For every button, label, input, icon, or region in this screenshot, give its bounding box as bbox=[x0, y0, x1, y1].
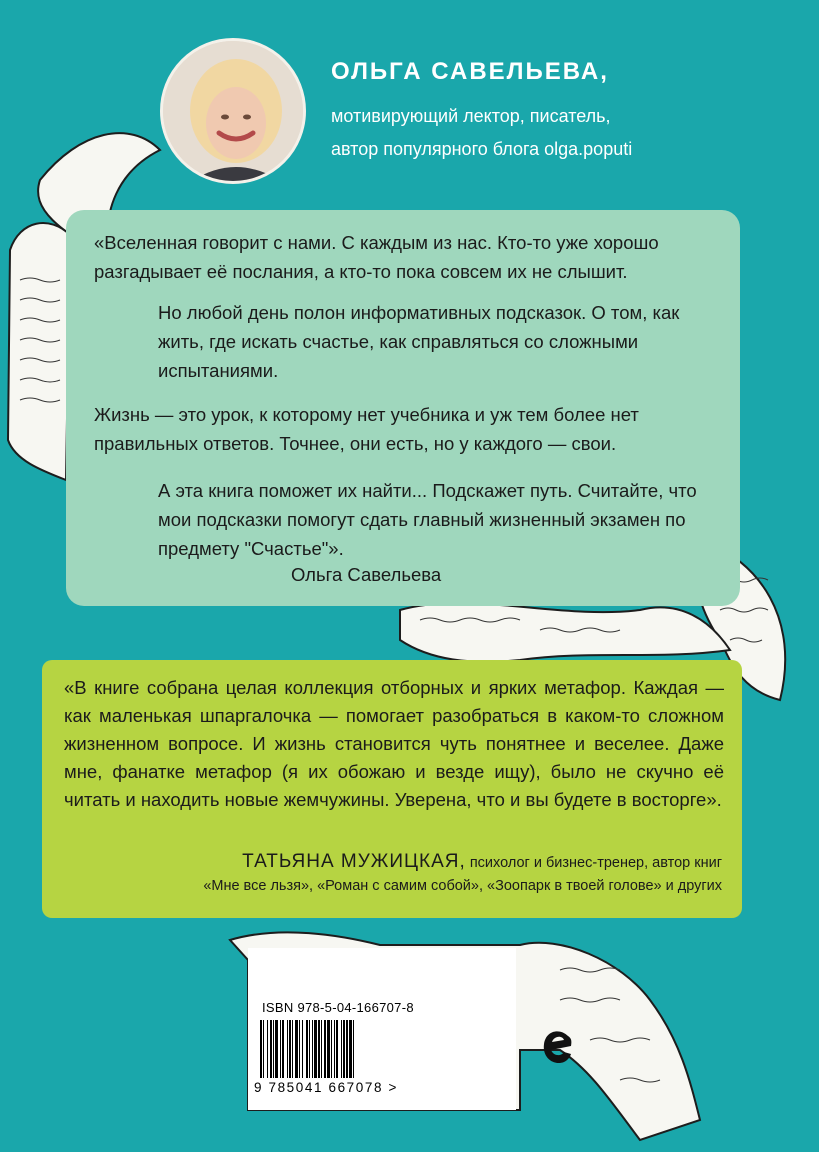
review-text: «В книге собрана целая коллекция отборных и ярких метафор. Каждая — как маленькая шпаргалочка — помогает разобраться в каком-то сложном жизненном вопросе. И жизнь становится чуть понятнее и веселее. Даже мне, фанатке метафор (я их обожаю и везде ищу), было не скучно её читать и находить новые жемчужины. Уверена, что и вы будете в восторге». bbox=[64, 677, 724, 810]
isbn-text: ISBN 978-5-04-166707-8 bbox=[262, 1000, 414, 1015]
author-desc-line-1: мотивирующий лектор, писатель, bbox=[331, 106, 611, 126]
reviewer-books: «Мне все льзя», «Роман с самим собой», «Зоопарк в твоей голове» и других bbox=[203, 878, 722, 894]
quote-signature: Ольга Савельева bbox=[291, 564, 442, 585]
quote-paragraph-2: Но любой день полон информативных подсказок. О том, как жить, где искать счастье, как справляться со сложными испытаниями. bbox=[158, 302, 680, 381]
barcode-icon bbox=[256, 1020, 456, 1080]
review-quote-box bbox=[42, 660, 742, 918]
reviewer-credit bbox=[62, 848, 722, 877]
reviewer-name: ТАТЬЯНА МУЖИЦКАЯ, bbox=[242, 851, 466, 872]
author-desc-line-2: автор популярного блога olga.poputi bbox=[331, 139, 633, 159]
author-quote-box bbox=[66, 210, 740, 606]
author-photo bbox=[160, 38, 306, 184]
publisher-logo-icon bbox=[540, 1026, 574, 1070]
quote-paragraph-1: «Вселенная говорит с нами. С каждым из нас. Кто-то уже хорошо разгадывает её послания, а кто-то пока совсем их не слышит. bbox=[94, 232, 659, 282]
quote-paragraph-3: Жизнь — это урок, к которому нет учебника и уж тем более нет правильных ответов. Точнее, они есть, но у каждого — свои. bbox=[94, 404, 639, 454]
barcode-digits: 9 785041 667078 > bbox=[254, 1080, 398, 1095]
author-description bbox=[331, 100, 801, 166]
author-name: ОЛЬГА САВЕЛЬЕВА, bbox=[331, 58, 609, 85]
quote-paragraph-4: А эта книга поможет их найти... Подскажет путь. Считайте, что мои подсказки помогут сдать главный жизненный экзамен по предмету "Счастье"». bbox=[158, 480, 697, 559]
barcode-area bbox=[248, 948, 516, 1110]
reviewer-role: психолог и бизнес-тренер, автор книг bbox=[469, 855, 722, 871]
